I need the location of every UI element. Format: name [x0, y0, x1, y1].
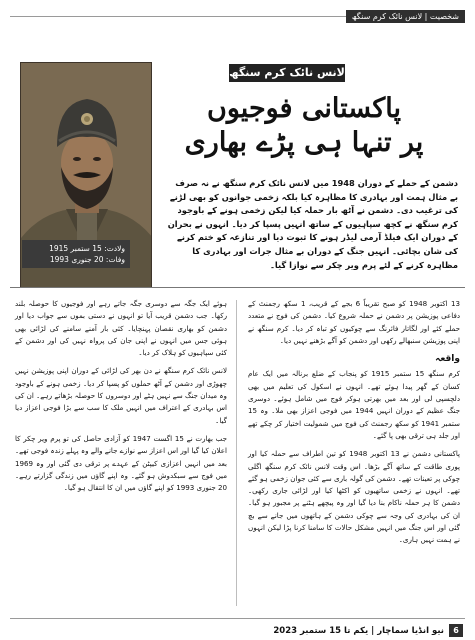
- article-column-left: [15, 298, 227, 494]
- birth-date: ولادت: 15 ستمبر 1915: [49, 244, 125, 253]
- headline-line-2: پر تنہا ہی پڑے بھاری: [184, 127, 424, 158]
- paragraph: لانس نائک کرم سنگھ نے دن بھر کی لڑائی کے دوران اپنی پوزیشن نہیں چھوڑی اور دشمن کے آٹھ حملوں کو پسپا کر دیا۔ زخمی ہونے کے باوجود وہ میدان جنگ سے نہیں ہٹے اور دوسروں کا حوصلہ بڑھاتے رہے۔ ان کی اس بہادری کے اعتراف میں انہیں ملک کا سب سے بڑا فوجی اعزاز دیا گیا۔: [15, 366, 227, 425]
- paragraph: 13 اکتوبر 1948 کو صبح تقریباً 6 بجے کے قریب، 1 سکھ رجمنٹ کے دفاعی پوزیشن پر دشمن نے حملہ شروع کیا۔ دشمن کی فوج نے متعدد حملے کئے اور لگاتار فائرنگ سے چوکیوں کو تباہ کر دیا۔ کرم سنگھ نے اپنی پوزیشن سنبھالے رکھی اور دشمن کو آگے بڑھنے نہیں دیا۔: [248, 299, 460, 345]
- intro-text: دشمن کے حملے کے دوران 1948 میں لانس نائک کرم سنگھ نے نہ صرف بے مثال ہمت اور بہادری کا مظاہرہ کیا بلکہ زخمی جوانوں کو بھی لڑنے کی ترغیب دی۔ دشمن نے آٹھ بار حملہ کیا لیکن زخمی ہونے کے باوجود کرم سنگھ نے کچھ سپاہیوں کے ساتھ انہیں پسپا کر دیا۔ انہوں نے بحران کے دوران ایک فیلڈ آرمی لیڈر ہونے کا ثبوت دیا اور تنازعہ کو ختم کرنے کی شان بچائی۔ انہیں جنگ کے دوران بے مثال جرات اور بہادری کا مظاہرہ کرنے کے لئے پرم ویر چکر سے نوازا گیا۔: [167, 178, 458, 270]
- paragraph: پاکستانی دشمن نے 13 اکتوبر 1948 کو تین اطراف سے حملہ کیا اور پوری طاقت کے ساتھ آگے بڑھا۔ اس وقت لانس نائک کرم سنگھ اگلی چوکی پر تعینات تھے۔ دشمن کی گولہ باری سے کئی جوان زخمی ہو گئے تھے۔ انہوں نے زخمی ساتھیوں کو اکٹھا کیا اور لڑائی جاری رکھی۔ دشمن کا ہر حملہ ناکام بنا دیا گیا اور وہ پیچھے ہٹنے پر مجبور ہو گیا۔ ان کی بہادری کی وجہ سے چوکی دشمن کے ہاتھوں میں جانے سے بچ گئی اور اس جنگ میں انہیں مشکل حالات کا سامنا کرنا پڑا لیکن انہوں نے ہمت نہیں ہاری۔: [248, 449, 460, 545]
- section-divider: [10, 287, 465, 288]
- footer-rule: [10, 618, 465, 619]
- subheading: واقعہ: [435, 354, 460, 365]
- portrait-dates: [22, 240, 130, 268]
- headline-line-1: پاکستانی فوجیوں: [207, 93, 401, 124]
- article-column-right: [248, 298, 460, 547]
- paragraph: جب بھارت نے 15 اگست 1947 کو آزادی حاصل کی تو پرم ویر چکر کا اعلان کیا گیا اور اس اعزاز سے نوازے جانے والے وہ پہلے زندہ فوجی تھے۔ بعد میں انہیں اعزازی کیپٹن کے عہدے پر ترقی دی گئی اور وہ 1969 میں فوج سے سبکدوش ہو گئے۔ وہ اپنے گاؤں میں زندگی گزارتے رہے۔ 20 جنوری 1993 کو اپنے گاؤں میں ان کا انتقال ہو گیا۔: [15, 433, 227, 493]
- paragraph: کرم سنگھ 15 ستمبر 1915 کو پنجاب کے ضلع برنالہ میں ایک عام کسان کے گھر پیدا ہوئے تھے۔ انہوں نے اسکول کی تعلیم میں بھی دلچسپی لی اور بعد میں بھرتی ہوکر فوج میں شامل ہوئے۔ دوسری جنگ عظیم کے دوران انہیں 1944 میں فوجی اعزاز بھی ملا۔ وہ 15 ستمبر 1941 کو سکھ رجمنٹ کی فوج میں شمولیت اختیار کر چکے تھے اور جلد ہی ترقی بھی پا گئے۔: [248, 369, 461, 440]
- intro-summary: [166, 177, 458, 272]
- section-tag: شخصیت | لانس نائک کرم سنگھ: [346, 10, 465, 23]
- publication-info: نیو انڈیا سماچار | یکم تا 15 ستمبر 2023: [273, 625, 444, 636]
- page-number: 6: [449, 624, 463, 637]
- headline: [168, 92, 440, 160]
- paragraph: ہوئے ایک جگہ سے دوسری جگہ جاتے رہے اور فوجیوں کا حوصلہ بلند رکھا۔ جب دشمن قریب آیا تو انہوں نے دستی بموں سے جواب دیا اور دشمن کو بھاری نقصان پہنچایا۔ کئی بار آمنے سامنے کی لڑائی بھی ہوئی جس میں انہوں نے اپنی جان کی پرواہ نہیں کی اور دشمن کے کئی سپاہیوں کو ہلاک کر دیا۔: [15, 299, 227, 358]
- footer: [273, 624, 463, 637]
- death-date: وفات: 20 جنوری 1993: [49, 255, 125, 264]
- column-divider: [236, 300, 237, 606]
- name-banner: لانس نائک کرم سنگھ: [229, 64, 345, 82]
